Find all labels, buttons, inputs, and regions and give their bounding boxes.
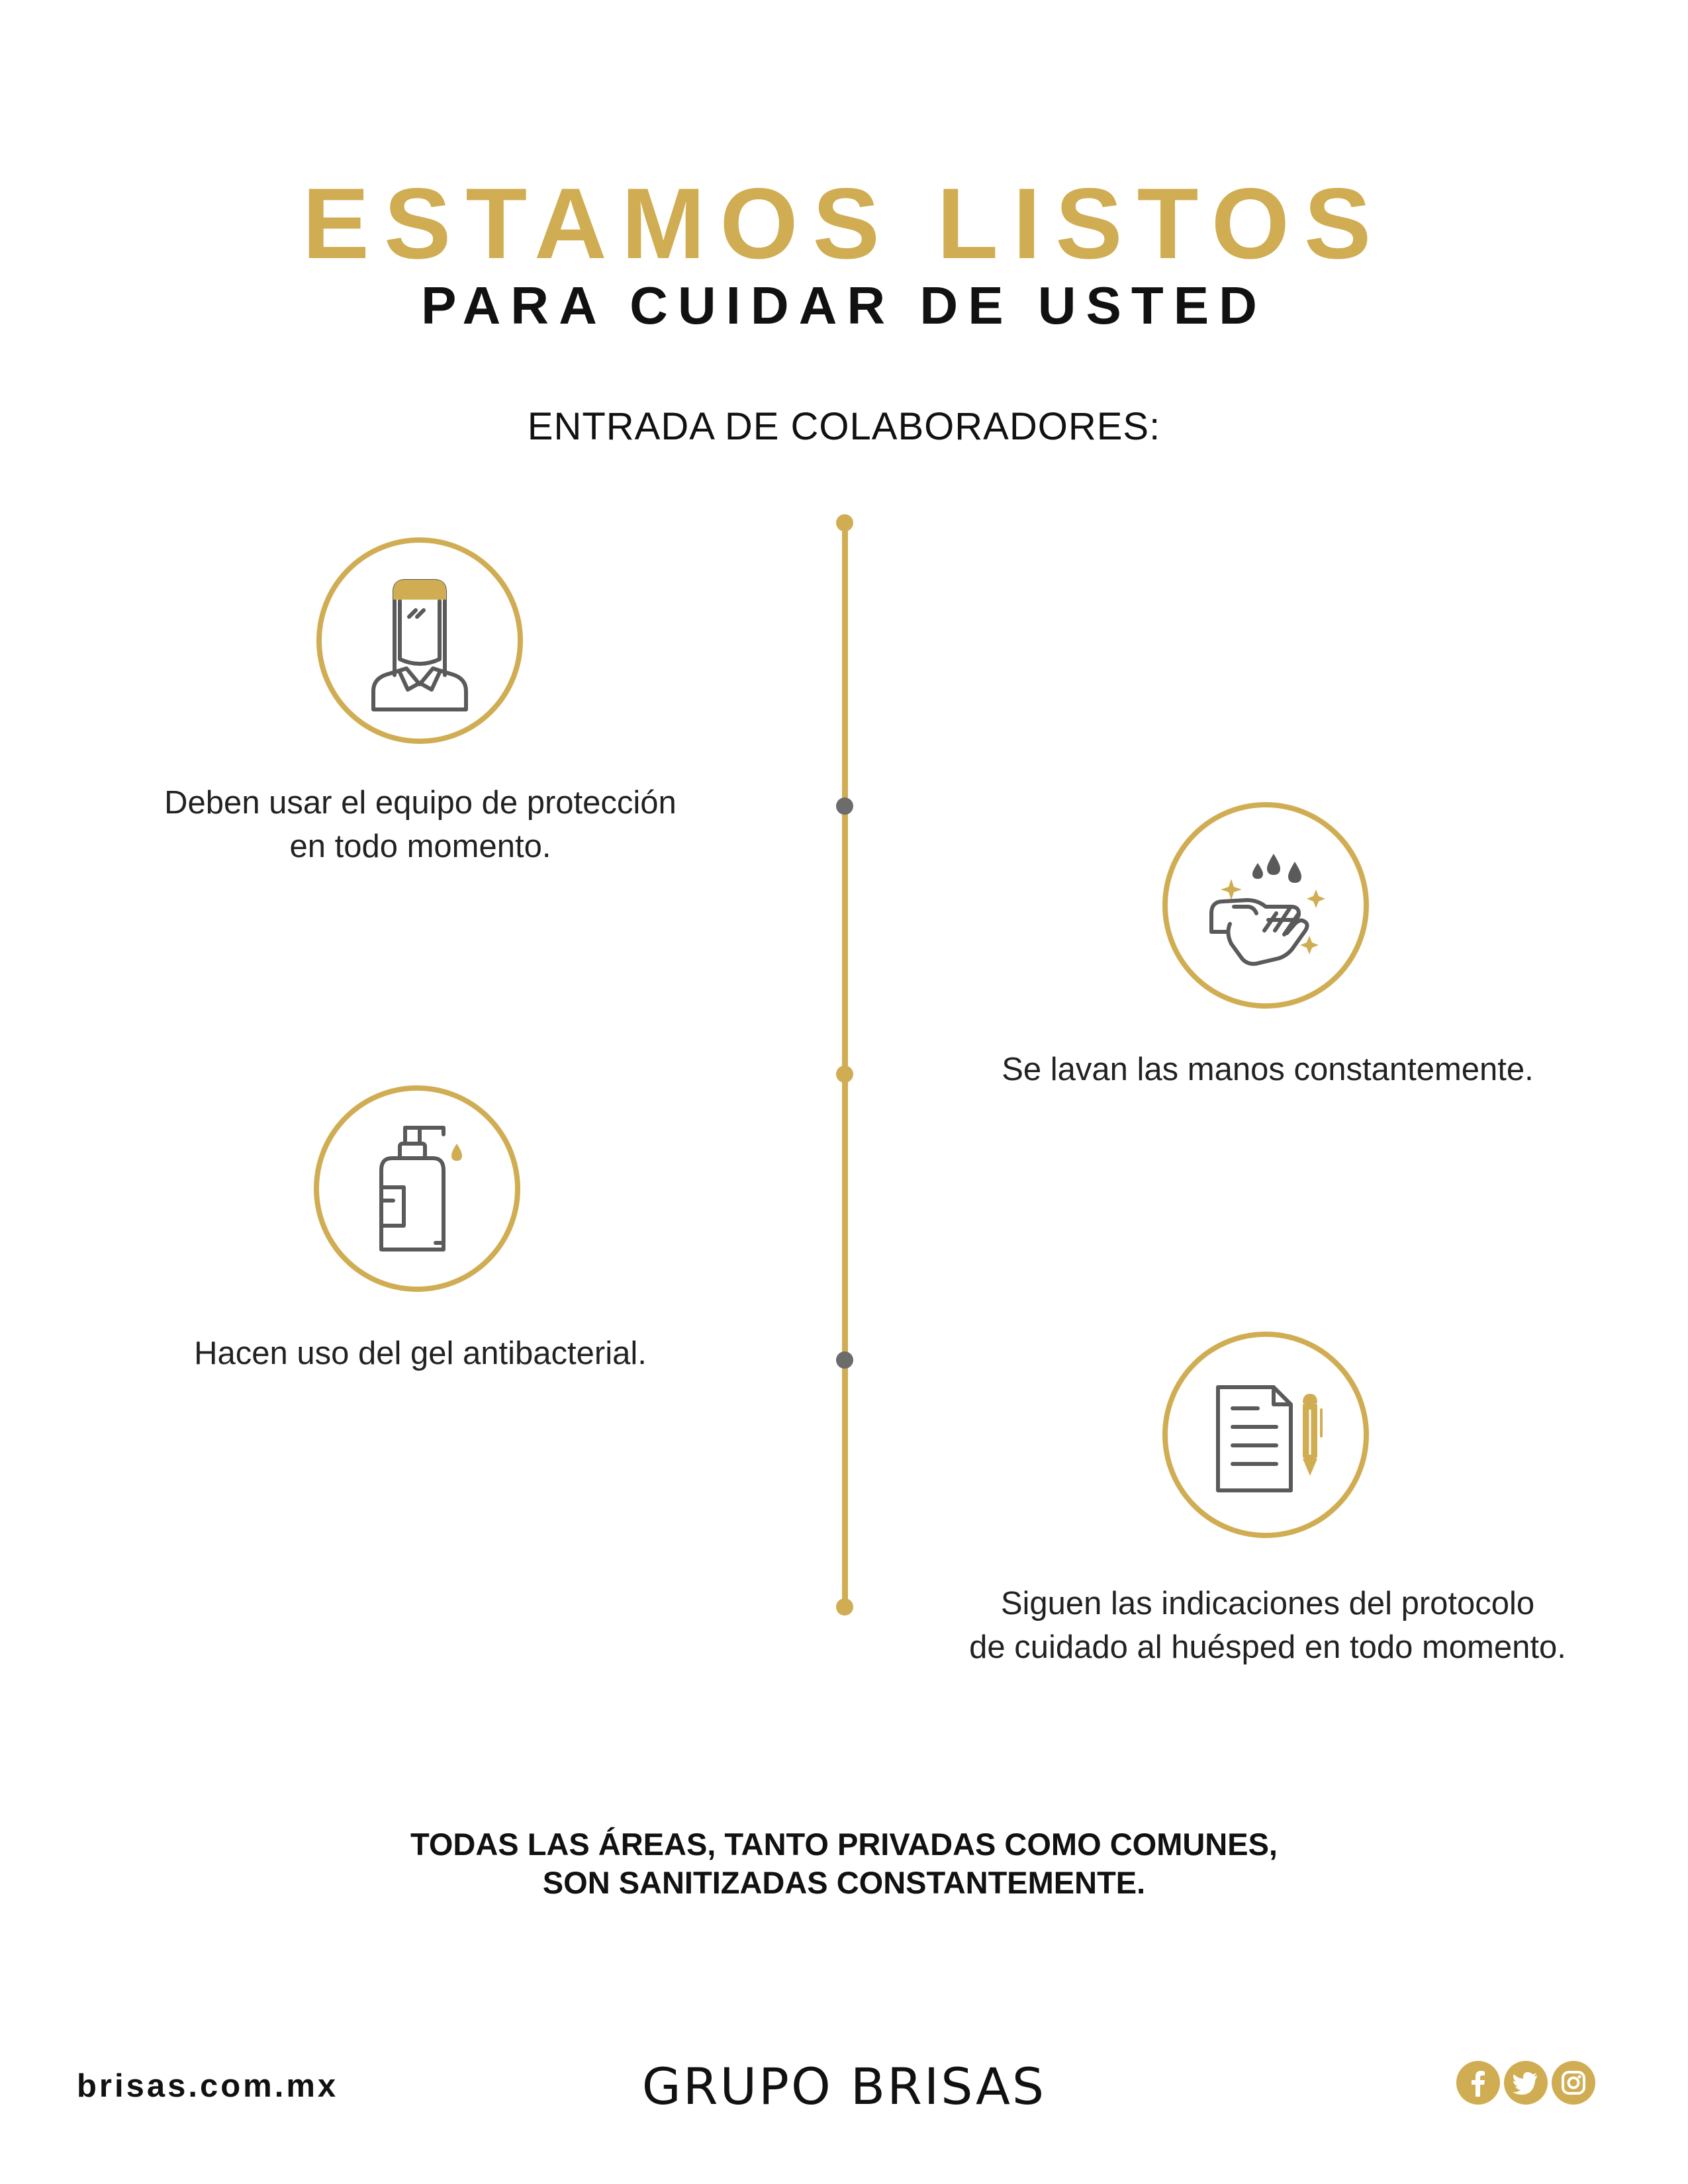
- bottom-note-line-1: TODAS LAS ÁREAS, TANTO PRIVADAS COMO COMUNES,: [410, 1827, 1278, 1862]
- page-subtitle: PARA CUIDAR DE USTED: [421, 276, 1267, 335]
- caption-1-line-1: Deben usar el equipo de protección: [164, 785, 677, 821]
- timeline-dot-1: [836, 797, 853, 815]
- bottom-note: [0, 1825, 1688, 1902]
- caption-4: [940, 1582, 1595, 1669]
- facebook-icon: [1456, 2061, 1500, 2105]
- caption-1: [93, 781, 748, 868]
- face-shield-circle: [316, 537, 523, 744]
- caption-1-line-2: en todo momento.: [289, 829, 551, 864]
- caption-4-line-2: de cuidado al huésped en todo momento.: [969, 1629, 1566, 1665]
- document-pencil-icon: [1168, 1337, 1364, 1533]
- caption-3: [93, 1332, 748, 1375]
- hand-washing-circle: [1162, 802, 1369, 1009]
- instagram-icon: [1552, 2061, 1595, 2105]
- caption-2-line-1: Se lavan las manos constantemente.: [1002, 1052, 1534, 1087]
- document-circle: [1162, 1332, 1369, 1538]
- timeline-dot-end: [836, 1598, 853, 1615]
- caption-4-line-1: Siguen las indicaciones del protocolo: [1000, 1586, 1535, 1621]
- facebook-button[interactable]: [1456, 2061, 1500, 2105]
- section-title: ENTRADA DE COLABORADORES:: [527, 405, 1161, 448]
- caption-2: [940, 1048, 1595, 1091]
- footer-website-link[interactable]: brisas.com.mx: [77, 2068, 339, 2104]
- bottom-note-line-2: SON SANITIZADAS CONSTANTEMENTE.: [542, 1865, 1146, 1900]
- sanitizer-circle: [314, 1085, 520, 1292]
- timeline-dot-start: [836, 514, 853, 531]
- hand-washing-icon: [1168, 807, 1364, 1003]
- twitter-button[interactable]: [1504, 2061, 1548, 2105]
- twitter-icon: [1504, 2061, 1548, 2105]
- caption-3-line-1: Hacen uso del gel antibacterial.: [194, 1336, 647, 1371]
- timeline-dot-2: [836, 1066, 853, 1083]
- instagram-button[interactable]: [1552, 2061, 1595, 2105]
- face-shield-person-icon: [322, 543, 518, 739]
- brand-logo: GRUPO BRISAS: [641, 2057, 1047, 2116]
- page-title: ESTAMOS LISTOS: [302, 167, 1386, 280]
- sanitizer-bottle-icon: [319, 1091, 515, 1287]
- timeline-dot-3: [836, 1351, 853, 1369]
